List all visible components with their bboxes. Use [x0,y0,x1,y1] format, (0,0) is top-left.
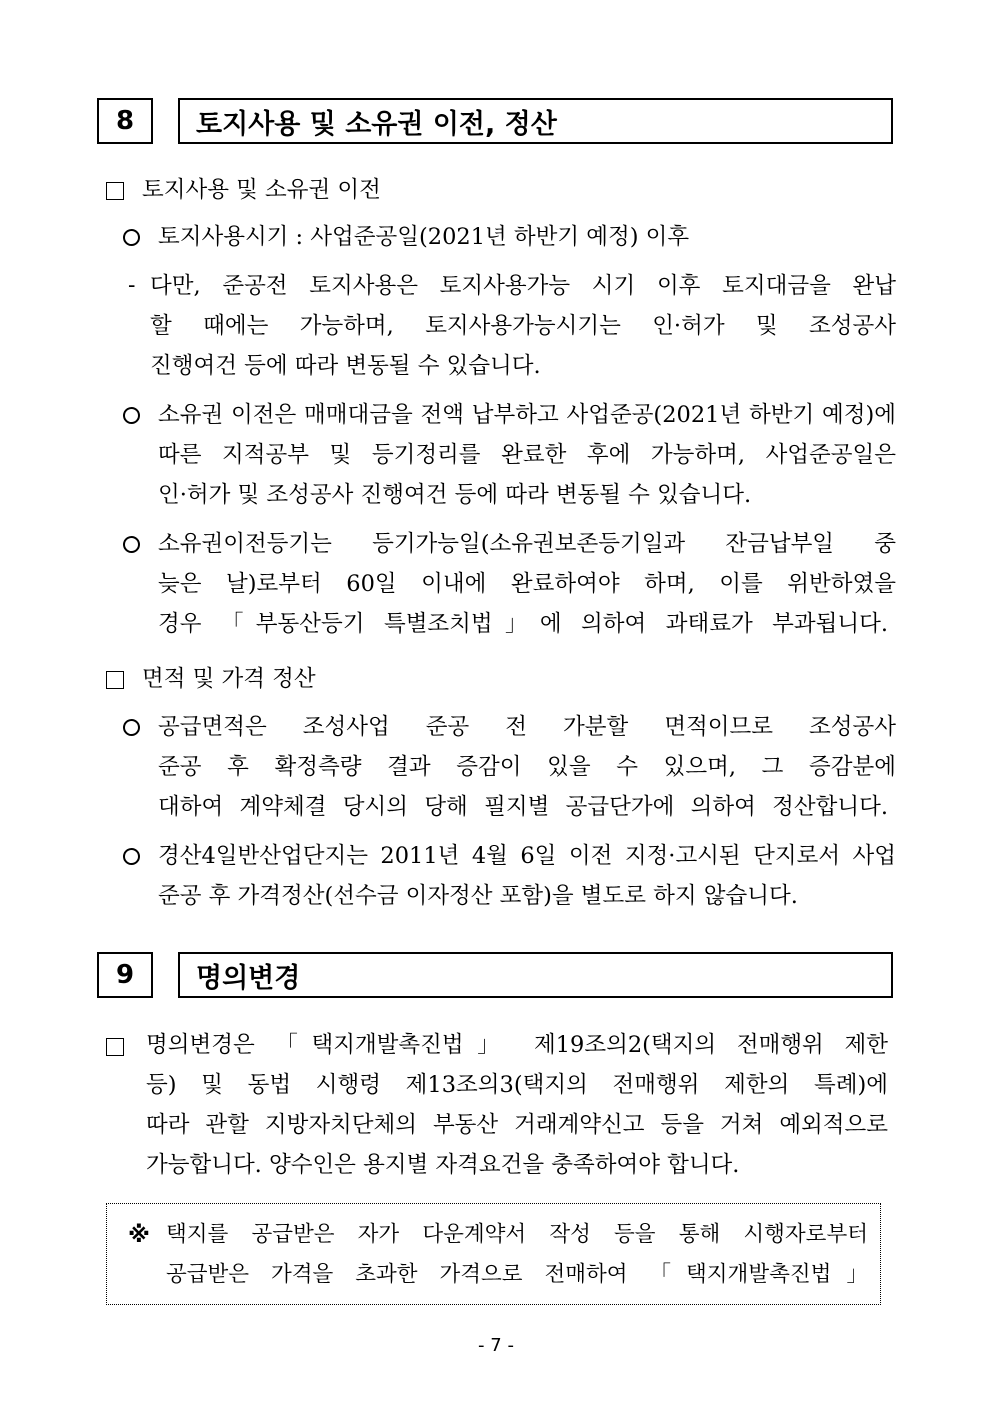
circle-bullet-icon [123,719,140,736]
name-change-line: 가능합니다. 양수인은 용지별 자격요건을 충족하여야 합니다. [146,1152,740,1178]
registration-line: 소유권이전등기는 등기가능일(소유권보존등기일과 잔금납부일 중 [158,531,896,557]
subheading-settlement: 면적 및 가격 정산 [142,666,316,692]
circle-bullet-icon [123,536,140,553]
dash-line: 할 때에는 가능하며, 토지사용가능시기는 인·허가 및 조성공사 [150,313,896,339]
section-9-number: 9 [97,952,153,998]
section-9-title: 명의변경 [178,952,893,998]
name-change-line: 명의변경은 「택지개발촉진법」 제19조의2(택지의 전매행위 제한 [146,1032,888,1058]
area-settlement-line: 대하여 계약체결 당시의 당해 필지별 공급단가에 의하여 정산합니다. [158,794,888,820]
name-change-line: 따라 관할 지방자치단체의 부동산 거래계약신고 등을 거쳐 예외적으로 [146,1112,888,1138]
price-settlement-line: 준공 후 가격정산(선수금 이자정산 포함)을 별도로 하지 않습니다. [158,883,798,909]
subheading-land-use: 토지사용 및 소유권 이전 [142,177,381,203]
square-bullet-icon [106,1038,124,1056]
ownership-transfer-line: 따른 지적공부 및 등기정리를 완료한 후에 가능하며, 사업준공일은 [158,442,896,468]
ownership-transfer-line: 소유권 이전은 매매대금을 전액 납부하고 사업준공(2021년 하반기 예정)에 [158,402,896,428]
circle-bullet-icon [123,229,140,246]
page-number: - 7 - [478,1335,514,1356]
area-settlement-line: 공급면적은 조성사업 준공 전 가분할 면적이므로 조성공사 [158,714,896,740]
note-line: 공급받은 가격을 초과한 가격으로 전매하여 「택지개발촉진법」 [166,1262,868,1287]
price-settlement-line: 경산4일반산업단지는 2011년 4월 6일 이전 지정·고시된 단지로서 사업 [158,843,896,869]
dash-line: 진행여건 등에 따라 변동될 수 있습니다. [150,353,541,379]
section-8-number: 8 [97,98,153,144]
name-change-line: 등) 및 동법 시행령 제13조의3(택지의 전매행위 제한의 특례)에 [146,1072,888,1098]
square-bullet-icon [106,182,124,200]
dash-line: 다만, 준공전 토지사용은 토지사용가능 시기 이후 토지대금을 완납 [150,273,896,299]
circle-bullet-icon [123,848,140,865]
section-8-title: 토지사용 및 소유권 이전, 정산 [178,98,893,144]
registration-line: 늦은 날)로부터 60일 이내에 완료하여야 하며, 이를 위반하였을 [158,571,896,597]
area-settlement-line: 준공 후 확정측량 결과 증감이 있을 수 있으며, 그 증감분에 [158,754,896,780]
land-use-timing: 토지사용시기 : 사업준공일(2021년 하반기 예정) 이후 [158,224,690,250]
dash-bullet: - [128,273,136,298]
reference-mark: ※ [128,1222,150,1248]
note-line: 택지를 공급받은 자가 다운계약서 작성 등을 통해 시행자로부터 [166,1222,868,1247]
square-bullet-icon [106,671,124,689]
circle-bullet-icon [123,407,140,424]
registration-line: 경우 「부동산등기 특별조치법」에 의하여 과태료가 부과됩니다. [158,611,888,637]
ownership-transfer-line: 인·허가 및 조성공사 진행여건 등에 따라 변동될 수 있습니다. [158,482,752,508]
